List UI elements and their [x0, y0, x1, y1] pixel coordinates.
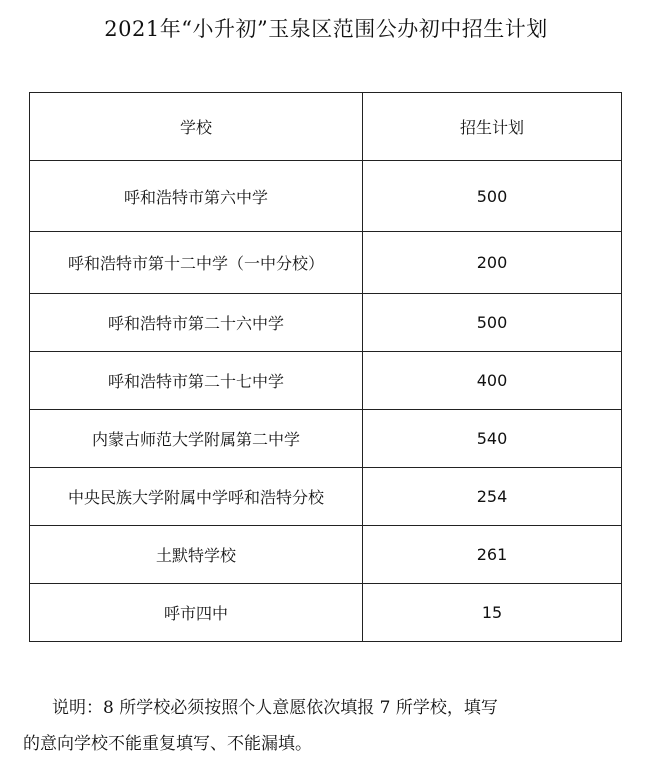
school-name-cell: 呼和浩特市第二十六中学 — [30, 294, 363, 352]
plan-count-cell: 15 — [363, 584, 622, 642]
plan-count-cell: 254 — [363, 468, 622, 526]
note-line-1: 说明：8 所学校必须按照个人意愿依次填报 7 所学校，填写 — [52, 698, 498, 718]
note-line-2: 的意向学校不能重复填写、不能漏填。 — [23, 734, 312, 754]
school-name-cell: 呼和浩特市第六中学 — [30, 161, 363, 232]
plan-count-cell: 500 — [363, 294, 622, 352]
document-title: 2021年“小升初”玉泉区范围公办初中招生计划 — [104, 17, 548, 41]
school-name-cell: 中央民族大学附属中学呼和浩特分校 — [30, 468, 363, 526]
table-row — [30, 161, 622, 232]
table-row — [30, 584, 622, 642]
plan-count-cell: 540 — [363, 410, 622, 468]
table-row — [30, 526, 622, 584]
school-name-cell: 内蒙古师范大学附属第二中学 — [30, 410, 363, 468]
enrollment-plan-table — [29, 92, 622, 642]
plan-count-cell: 400 — [363, 352, 622, 410]
table-row — [30, 232, 622, 294]
table-row — [30, 352, 622, 410]
header-plan: 招生计划 — [363, 93, 622, 161]
school-name-cell: 呼和浩特市第十二中学（一中分校） — [30, 232, 363, 294]
plan-count-cell: 500 — [363, 161, 622, 232]
school-name-cell: 呼和浩特市第二十七中学 — [30, 352, 363, 410]
plan-count-cell: 261 — [363, 526, 622, 584]
plan-count-cell: 200 — [363, 232, 622, 294]
table-header-row — [30, 93, 622, 161]
header-school: 学校 — [30, 93, 363, 161]
explanation-note — [23, 690, 632, 762]
table-row — [30, 468, 622, 526]
school-name-cell: 呼市四中 — [30, 584, 363, 642]
table-row — [30, 294, 622, 352]
table-row — [30, 410, 622, 468]
school-name-cell: 土默特学校 — [30, 526, 363, 584]
